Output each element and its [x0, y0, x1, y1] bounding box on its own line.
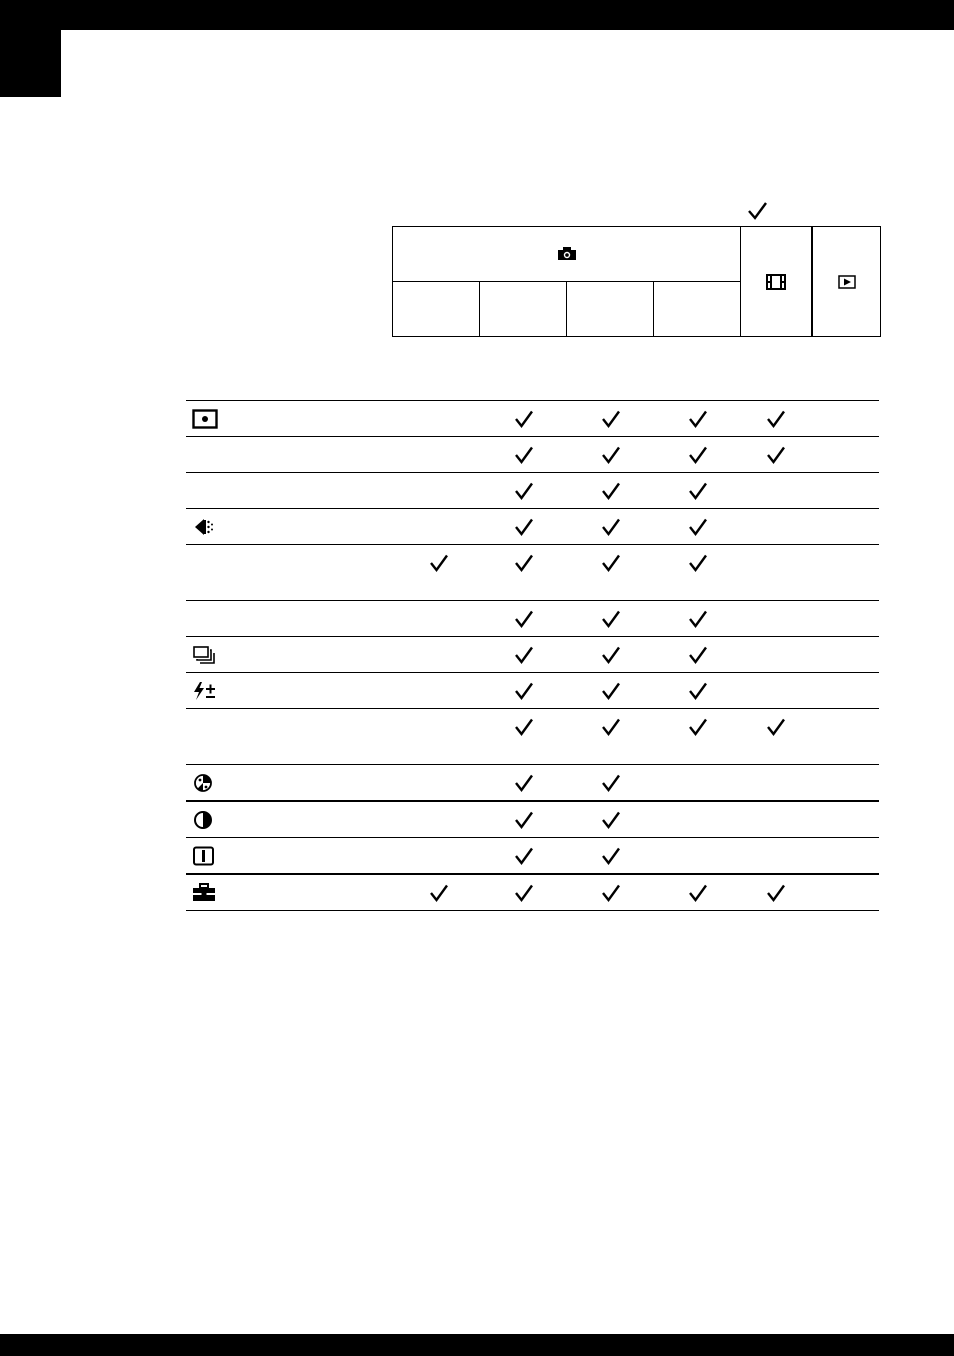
check-icon: [601, 774, 621, 792]
check-icon: [601, 518, 621, 536]
check-icon: [601, 482, 621, 500]
table-row: [186, 437, 879, 473]
check-icon: [688, 554, 708, 572]
check-icon: [601, 646, 621, 664]
check-icon: [766, 718, 786, 736]
table-row: [186, 765, 879, 802]
table-row: [186, 875, 879, 911]
check-icon: [514, 410, 534, 428]
table-row: [186, 838, 879, 875]
check-icon: [688, 718, 708, 736]
check-icon: [429, 554, 449, 572]
still-submode-3: [567, 282, 654, 336]
mode-table: [392, 226, 881, 337]
check-icon: [601, 610, 621, 628]
table-row: [186, 401, 879, 437]
movie-icon: [766, 274, 786, 290]
playback-mode-header: [813, 227, 880, 336]
check-icon: [601, 410, 621, 428]
check-icon: [514, 811, 534, 829]
check-icon: [514, 682, 534, 700]
check-icon: [601, 554, 621, 572]
check-icon: [688, 610, 708, 628]
check-icon: [514, 610, 534, 628]
check-icon: [514, 554, 534, 572]
bottom-black-bar: [0, 1334, 954, 1356]
check-icon: [601, 884, 621, 902]
still-submode-2: [480, 282, 567, 336]
check-icon: [514, 518, 534, 536]
sharpness-icon: [192, 846, 218, 866]
check-icon: [429, 884, 449, 902]
saturation-icon: [192, 773, 218, 793]
check-icon: [514, 446, 534, 464]
still-submode-4: [654, 282, 741, 336]
check-icon: [601, 811, 621, 829]
still-submode-1: [393, 282, 480, 336]
check-icon: [514, 774, 534, 792]
playback-icon: [838, 275, 856, 289]
corner-tab: [0, 0, 61, 97]
top-black-bar: [0, 0, 954, 30]
check-icon: [514, 482, 534, 500]
burst-icon: [192, 645, 218, 665]
table-row: [186, 509, 879, 545]
table-row: [186, 802, 879, 838]
menu-item-table: [186, 400, 879, 911]
check-icon: [601, 847, 621, 865]
table-row: [186, 473, 879, 509]
setup-toolbox-icon: [192, 883, 218, 903]
check-icon: [766, 446, 786, 464]
check-icon: [688, 482, 708, 500]
check-icon: [514, 884, 534, 902]
check-icon: [688, 682, 708, 700]
check-icon: [601, 446, 621, 464]
legend-check-icon: [747, 201, 769, 221]
check-icon: [688, 518, 708, 536]
check-icon: [688, 446, 708, 464]
check-icon: [688, 410, 708, 428]
check-icon: [688, 646, 708, 664]
table-row: [186, 601, 879, 637]
table-row: [186, 545, 879, 601]
movie-mode-header: [741, 227, 813, 336]
check-icon: [601, 682, 621, 700]
check-icon: [766, 410, 786, 428]
camera-icon: [557, 247, 577, 261]
check-icon: [514, 847, 534, 865]
ev-icon: [192, 517, 218, 537]
still-mode-header: [393, 227, 741, 282]
contrast-icon: [192, 810, 218, 830]
check-icon: [514, 718, 534, 736]
check-icon: [601, 718, 621, 736]
table-row: [186, 637, 879, 673]
check-icon: [766, 884, 786, 902]
table-row: [186, 673, 879, 709]
check-icon: [514, 646, 534, 664]
flash-level-icon: [192, 681, 218, 701]
spot-meter-icon: [192, 409, 218, 429]
check-icon: [688, 884, 708, 902]
table-row: [186, 709, 879, 765]
